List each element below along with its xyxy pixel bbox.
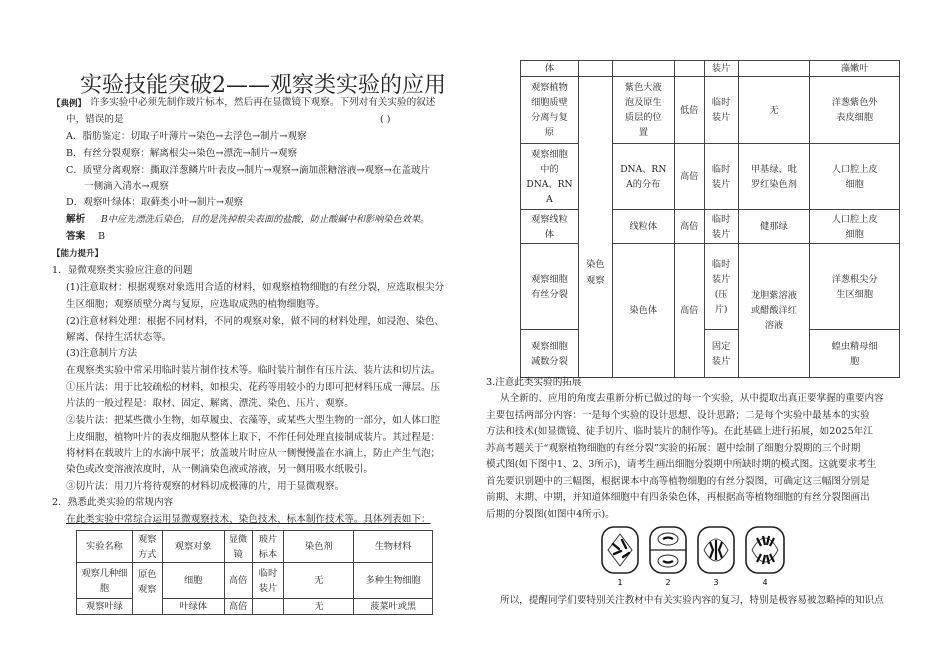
table-cell: 临时装片	[252, 563, 284, 599]
option-a: A．脂肪鉴定：切取子叶薄片→染色→去浮色→制片→观察	[66, 131, 307, 142]
cell-line: DNA、RN	[526, 178, 573, 190]
cell-line: 装片	[711, 228, 731, 240]
extension-last-line: 所以，提醒同学们要特别关注教材中有关实验内容的复习，特别是极容易被忽略掉的知识点	[500, 595, 884, 606]
table-cell	[738, 61, 810, 77]
table-cell	[612, 61, 674, 77]
cell-line: 人口腔上皮	[831, 163, 878, 175]
table-cell: 高倍	[224, 599, 252, 615]
table-cell	[738, 244, 810, 378]
table-cell	[704, 210, 738, 244]
para-3-line6: 将材料在载玻片上的水滴中展平；放盖玻片时应从一侧慢慢盖在水滴上，防止产生气泡；	[66, 448, 441, 459]
extension-line8: 后期的分裂图(如图中4所示)。	[486, 509, 615, 520]
cell-line: 观察线粒	[531, 213, 568, 225]
cell-line: 紫色大液	[624, 82, 662, 93]
extension-line3: 方法和技术(如显微镜、徒手切片、临时装片的制作等)。在此基础上进行拓展，如2025年江	[486, 426, 873, 437]
cell-line: 龙胆紫溶液	[750, 290, 797, 301]
method-text: 染色观察	[586, 259, 605, 286]
right-experiment-table	[520, 60, 900, 378]
option-d: D．观察叶绿体：取藓类小叶→制片→观察	[66, 197, 244, 208]
cell-line: 观察细胞	[531, 340, 568, 352]
header-microscope: 显微镜	[224, 531, 252, 563]
table-cell: 体	[521, 61, 579, 77]
mitosis-figure	[598, 524, 798, 588]
header-experiment-name: 实验名称	[77, 531, 133, 563]
table-cell	[612, 77, 674, 144]
example-tag: 【典例】	[52, 99, 87, 109]
table-cell	[810, 144, 900, 210]
para-3-line2: ①压片法：用于比较疏松的材料，如根尖、花药等用较小的力即可把材料压成一薄层。压	[66, 382, 441, 393]
table-cell: 观察几种细胞	[77, 563, 133, 599]
table-cell	[612, 144, 674, 210]
table-cell	[810, 210, 900, 244]
section-heading-1: 1．显微观察类实验应注意的问题	[52, 265, 193, 276]
cell-line: 装片(压	[711, 273, 731, 300]
header-material: 生物材料	[354, 531, 433, 563]
para-3-heading: (3)注意制片方法	[66, 348, 138, 359]
cell-line: 观察植物	[531, 82, 568, 93]
para-2-line2: 解离、保持生活状态等。	[66, 332, 172, 343]
header-stain: 染色剂	[284, 531, 354, 563]
para-1-line1: (1)注意取材：根据观察对象选用合适的材料，如观察植物细胞的有丝分裂，应选取根尖分	[66, 282, 445, 293]
table-cell: 观察叶绿	[77, 599, 133, 615]
table-cell: 染色体	[612, 244, 674, 378]
table-cell	[704, 144, 738, 210]
left-experiment-table	[76, 530, 433, 615]
table-cell: 无	[284, 563, 354, 599]
cell-line: 装片	[711, 355, 731, 367]
cell-line: 表皮细胞	[836, 112, 874, 123]
cell-line: 或醋酸洋红	[750, 305, 797, 316]
answer-value: B	[98, 231, 106, 242]
cell-line: 质层的位	[624, 112, 662, 123]
para-3-line5: 上皮细胞，植物叶片的表皮细胞从整体上取下，不作任何处理直接制成装片。其过程是：	[66, 432, 441, 443]
cell-line: 临时	[711, 163, 731, 175]
table-cell: 低倍	[674, 77, 704, 144]
table-cell	[738, 144, 810, 210]
extension-line4: 苏高考题关于“观察植物细胞的有丝分裂”实验的拓展：题中绘制了细胞分裂期的三个时期	[486, 443, 861, 454]
extension-line5: 模式图(如下图中1、2、3所示)，请考生画出细胞分裂期中所缺时期的模式图。这就要求考生	[486, 459, 877, 470]
table-cell: 菠菜叶或黑	[354, 599, 433, 615]
cell-line: 临时	[711, 213, 731, 225]
header-object: 观察对象	[162, 531, 224, 563]
table-cell	[521, 144, 579, 210]
table-cell: 线粒体	[612, 210, 674, 244]
para-2-line1: (2)注意材料处理：根据不同材料，不同的观察对象，做不同的材料处理，如浸泡、染色、	[66, 316, 445, 327]
analysis-text: B中应先漂洗后染色，目的是洗掉根尖表面的盐酸，防止酸碱中和影响染色效果。	[101, 214, 430, 225]
table-cell: 无	[284, 599, 354, 615]
cell-line: 洋葱紫色外	[831, 97, 878, 108]
table-cell	[674, 61, 704, 77]
para-3-line7: 染色或改变溶液浓度时，从一侧滴染色液或溶液，另一侧用吸水纸吸引。	[66, 464, 373, 475]
cell-2-telophase	[650, 527, 686, 573]
header-observation-mode: 观察方式	[132, 531, 162, 563]
table-cell	[252, 599, 284, 615]
table-cell: 无	[738, 77, 810, 144]
analysis-label: 解析	[66, 214, 86, 225]
table-cell	[704, 77, 738, 144]
cell-line: 甲基绿、吡	[750, 163, 797, 175]
cell-line: 临时	[711, 258, 731, 270]
table-cell: 叶绿体	[162, 599, 224, 615]
extension-line1: 从全新的、应用的角度去重新分析已做过的每一个实验，从中提取出真正要掌握的重要内容	[500, 393, 884, 404]
para-1-line2: 生区细胞；观察质壁分离与复原，应选取成熟的植物细胞等。	[66, 299, 326, 310]
table-cell	[810, 244, 900, 330]
table-cell: 装片	[704, 61, 738, 77]
table-cell: 健那绿	[738, 210, 810, 244]
cell-line: 原	[544, 127, 555, 138]
cell-line	[581, 257, 610, 289]
ability-tag: 【能力提升】	[52, 249, 104, 259]
table-cell: 多种生物细胞	[354, 563, 433, 599]
cell-line: 分离与复	[531, 112, 568, 123]
table-cell	[521, 77, 579, 144]
cell-line: 细胞	[845, 228, 864, 240]
cell-line: 泡及原生	[624, 97, 662, 108]
cell-line: 细胞	[845, 178, 864, 190]
section-heading-2: 2．熟悉此类实验的常规内容	[52, 497, 174, 508]
table-cell: 高倍	[674, 144, 704, 210]
option-b: B．有丝分裂观察：解离根尖→染色→漂洗→制片→观察	[66, 148, 298, 159]
table-cell	[704, 244, 738, 330]
method-merged-cell	[578, 77, 612, 378]
table-cell: 藻嫩叶	[810, 61, 900, 77]
para-3-line3: 片法的一般过程是：取材、固定、解离、漂洗、染色、压片、观察。	[66, 398, 354, 409]
para-3-line4: ②装片法：把某些微小生物，如草履虫、衣藻等，或某些大型生物的一部分，如人体口腔	[66, 415, 441, 426]
cell-line: 生区细胞	[836, 288, 874, 300]
extension-line2: 主要包括两部分内容：一是每个实验的设计思想、设计思路；二是每个实验中最基本的实验	[486, 410, 870, 421]
example-question-line1: 许多实验中必须先制作玻片标本，然后再在显微镜下观察。下列对有关实验的叙述	[90, 97, 436, 108]
table-cell	[578, 61, 612, 77]
cell-1-prophase	[602, 527, 638, 573]
cell-line: DNA、RN	[620, 163, 667, 175]
table-cell: 细胞	[162, 563, 224, 599]
table-cell: 高倍	[674, 210, 704, 244]
answer-blank: ( )	[380, 114, 391, 125]
cell-line: A的分布	[626, 178, 661, 190]
fig-label-4: 4	[762, 578, 768, 587]
cell-line: 减数分裂	[531, 355, 568, 367]
answer-label: 答案	[66, 231, 86, 242]
cell-line: 罗红染色剂	[750, 178, 797, 190]
cell-line: 体	[544, 228, 555, 240]
para-3-line8: ③切片法：用刀片将待观察的材料切成极薄的片，用于显微观察。	[66, 481, 345, 492]
cell-line: 蝗虫精母细	[831, 340, 878, 352]
cell-line: 胞	[850, 355, 860, 367]
cell-line: 有丝分裂	[531, 288, 568, 300]
cell-line: 洋葱根尖分	[831, 273, 878, 285]
table-cell	[810, 77, 900, 144]
cell-line: 中的	[540, 163, 559, 175]
cell-line: 溶液	[764, 320, 784, 331]
table-cell	[704, 330, 738, 378]
table-cell: 高倍	[674, 244, 704, 378]
fig-label-2: 2	[665, 578, 671, 587]
cell-3-metaphase	[698, 527, 734, 573]
cell-line: 观察细胞	[531, 273, 568, 285]
cell-line: 人口腔上皮	[831, 213, 878, 225]
cell-line: 观察细胞	[531, 148, 568, 160]
table-cell	[521, 244, 579, 330]
cell-line: 细胞质壁	[531, 97, 568, 108]
cell-4-anaphase	[746, 527, 784, 573]
fig-label-1: 1	[617, 578, 623, 587]
cell-line: 置	[638, 127, 648, 138]
example-question-line2: 中，错误的是	[66, 114, 124, 125]
table-cell	[810, 330, 900, 378]
cell-line: A	[546, 193, 553, 205]
cell-line: 装片	[711, 112, 731, 123]
page-title: 实验技能突破2——观察类实验的应用	[80, 73, 446, 98]
table-cell	[521, 210, 579, 244]
fig-label-3: 3	[713, 578, 719, 587]
section-heading-3: 3.注意此类实验的拓展	[486, 377, 582, 388]
para-4: 在此类实验中常综合运用显微观察技术、染色技术、标本制作技术等。具体列表如下：	[66, 514, 431, 525]
para-3-line1: 在观察类实验中常采用临时装片制作技术等。临时装片制作有压片法、装片法和切片法。	[66, 365, 441, 376]
table-cell: 高倍	[224, 563, 252, 599]
header-slide: 玻片标本	[252, 531, 284, 563]
cell-line: 临时	[711, 97, 731, 108]
option-c-line1: C．质壁分离观察：撕取洋葱鳞片叶表皮→制片→观察→滴加蔗糖溶液→观察→在盖玻片	[66, 165, 431, 176]
extension-line6: 首先要识别题中的三幅图，根据课本中高等植物细胞的有丝分裂图，可确定这三幅图分别是	[486, 476, 870, 487]
extension-line7: 前期、末期、中期，并知道体细胞中有四条染色体，再根据高等植物细胞的有丝分裂图画出	[486, 492, 870, 503]
cell-line: 片)	[714, 303, 728, 315]
option-c-line2: 一侧滴入清水→观察	[84, 181, 169, 192]
cell-line: 固定	[711, 340, 731, 352]
table-cell: 原色观察	[132, 563, 162, 615]
table-cell	[521, 330, 579, 378]
cell-line: 装片	[711, 178, 731, 190]
